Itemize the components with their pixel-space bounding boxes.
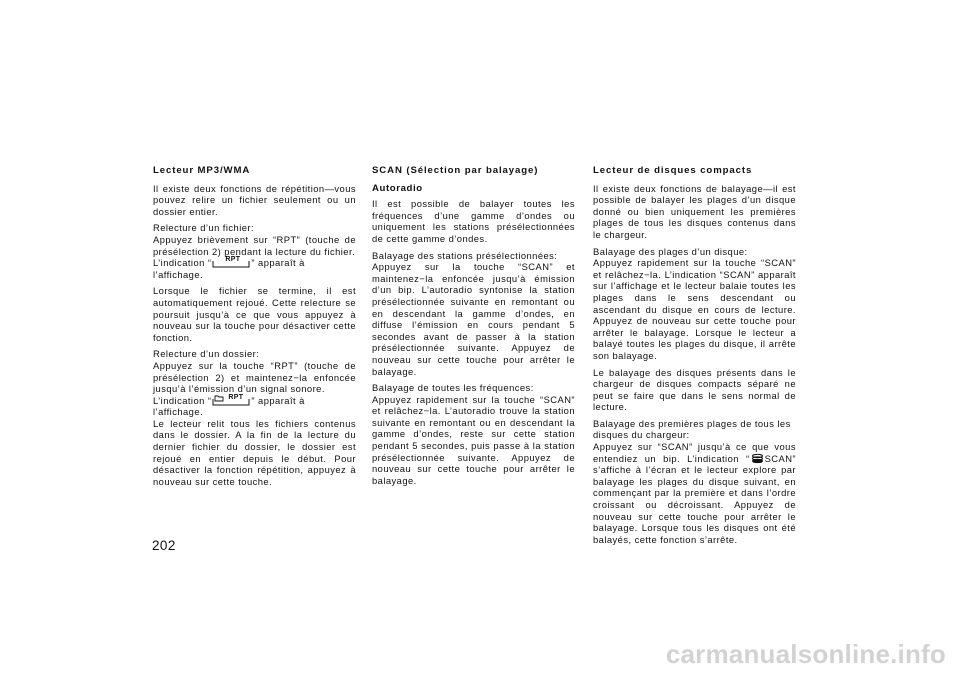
file-end-text: Lorsque le fichier se termine, il est automatiquement rejoué. Cette relecture se poursuit jusqu’à ce que vous appuyez à nouveau sur la touche pour désactiver cette fonction. [153, 285, 356, 343]
first-track-scan-body: Appuyez sur “SCAN” jusqu’à ce que vous entendiez un bip. L’indication “ SCAN” s’affiche à l’écran et le lecteur explore par balayage les plages du disque suivant, en commençant par la première et dans l’ordre croissant ou décroissant. Appuyez de nouveau sur cette touche pour arrêter le balayage. Lorsque tous les disques ont été balayés, cette fonction s’arrête. [593, 441, 796, 545]
rpt-indicator-label: RPT [225, 256, 241, 264]
track-scan-body: Appuyez rapidement sur la touche “SCAN” et relâchez−la. L’indication “SCAN” apparaît sur l’affichage et le lecteur balaie toutes les plages dans le sens descendant ou ascendant du disque en cours de lecture. Appuyez de nouveau sur cette touche pour arrêter le balayage. Lorsque le lecteur a balayé toutes les plages du disque, il arrête son balayage. [593, 257, 796, 361]
file-repeat-indication: L’indication “ RPT ” apparaît à l’affichage. [153, 256, 305, 280]
folder-repeat-indication: L’indication “ RPT ” apparaît à l’affichage. [153, 393, 305, 418]
heading-mp3-wma: Lecteur MP3/WMA [153, 165, 251, 176]
cd-intro: Il existe deux fonctions de balayage—il est possible de balayer les plages d’un disque donné ou bien uniquement les premières plages de tous les disques contenus dans le chargeur. [593, 182, 796, 240]
scan-indicator-label: SCAN [764, 452, 793, 464]
page-number: 202 [152, 538, 176, 553]
all-scan-body: Appuyez rapidement sur la touche “SCAN” et relâchez−la. L’autoradio trouve la station suivante en remontant ou en descendant la gamme d’ondes, reste sur cette station pendant 5 secondes, puis passe à la station présélectionnée suivante. Appuyez de nouveau sur cette touche pour arrêter le balayage. [372, 393, 575, 486]
separate-changer-text: Le balayage des disques présents dans le chargeur de disques compacts séparé ne peut se faire que dans le sens normal de lecture. [593, 366, 796, 413]
folder-rpt-indicator-icon [212, 395, 250, 406]
file-repeat-body: Appuyez brièvement sur “RPT” (touche de présélection 2) pendant la lecture du fichier. [153, 233, 356, 257]
all-scan-title: Balayage de toutes les fréquences: [372, 382, 534, 394]
track-scan-title: Balayage des plages d’un disque: [593, 245, 748, 257]
heading-cd-player: Lecteur de disques compacts [593, 165, 753, 176]
folder-rpt-indicator-label: RPT [228, 393, 244, 401]
disc-stack-icon [751, 453, 764, 464]
column-cd-player [593, 165, 796, 550]
folder-repeat-title: Relecture d’un dossier: [153, 348, 260, 360]
mp3-intro: Il existe deux fonctions de répétition—vous pouvez relire un fichier seulement ou un dossier entier. [153, 182, 356, 217]
preset-scan-body: Appuyez sur la touche “SCAN” et maintenez−la enfoncée jusqu’à émission d’un bip. L’autoradio syntonise la station présélectionnée suivante en remontant ou en descendant la gamme d’ondes, en diffuse l’émission en cours pendant 5 secondes avant de passer à la station présélectionnée suivante. Appuyez de nouveau sur cette touche pour arrêter le balayage. [372, 261, 575, 377]
heading-scan: SCAN (Sélection par balayage) [372, 165, 539, 176]
subheading-autoradio: Autoradio [372, 182, 423, 194]
column-scan-radio [372, 165, 575, 491]
first-track-scan-title: Balayage des premières plages de tous les disques du chargeur: [593, 417, 791, 441]
folder-repeat-rest: Le lecteur relit tous les fichiers contenus dans le dossier. A la fin de la lecture du dernier fichier du dossier, le dossier est rejoué en entier depuis le début. Pour désactiver la fonction répétition, appuyez à nouveau sur cette touche. [153, 417, 356, 487]
radio-intro: Il est possible de balayer toutes les fréquences d’une gamme d’ondes ou uniquement les stations présélectionnées de cette gamme d’ondes. [372, 198, 575, 244]
rpt-indicator-icon [212, 257, 250, 268]
column-mp3-wma [153, 165, 356, 492]
watermark: carmanualsonline.info [665, 639, 946, 669]
folder-repeat-body: Appuyez sur la touche “RPT” (touche de présélection 2) et maintenez−la enfoncée jusqu’à l’émission d’un signal sonore. [153, 359, 356, 395]
file-repeat-title: Relecture d’un fichier: [153, 222, 255, 234]
preset-scan-title: Balayage des stations présélectionnées: [372, 249, 558, 261]
